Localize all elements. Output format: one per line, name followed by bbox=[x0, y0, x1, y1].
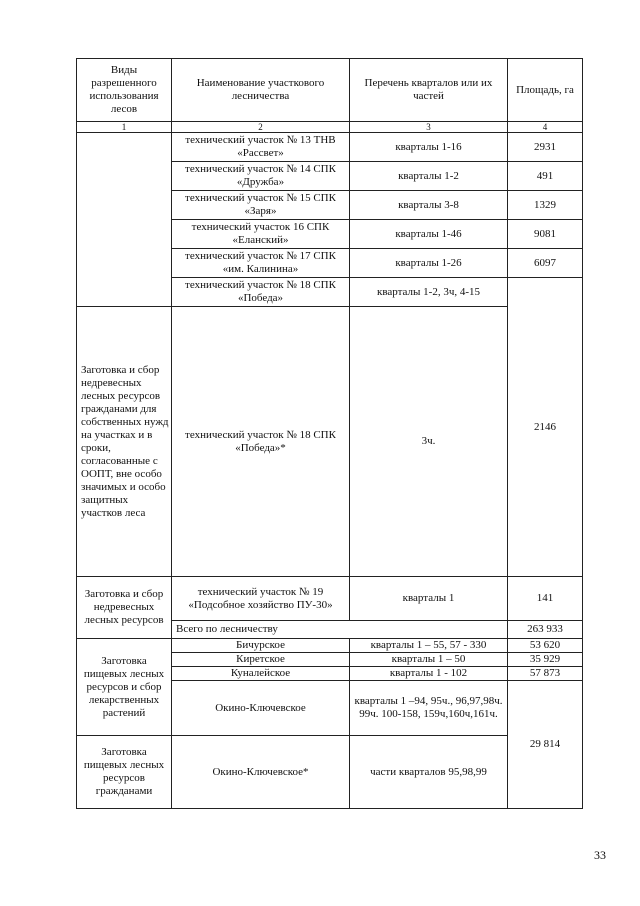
page-number: 33 bbox=[594, 848, 606, 862]
area-cell: 57 873 bbox=[508, 667, 583, 681]
quarters-cell: кварталы 1-46 bbox=[350, 220, 508, 249]
forestry-name-cell: Окино-Ключевское* bbox=[172, 736, 350, 809]
quarters-cell: кварталы 1 – 50 bbox=[350, 653, 508, 667]
quarters-cell: кварталы 1 – 55, 57 - 330 bbox=[350, 639, 508, 653]
total-area: 263 933 bbox=[508, 621, 583, 639]
total-label: Всего по лесничеству bbox=[172, 621, 508, 639]
use-type-cell: Заготовка и сбор недревесных лесных ресурсов bbox=[77, 577, 172, 639]
quarters-cell: кварталы 1 - 102 bbox=[350, 667, 508, 681]
forestry-name-cell: технический участок № 13 ТНВ «Рассвет» bbox=[172, 133, 350, 162]
area-cell: 141 bbox=[508, 577, 583, 621]
quarters-cell: 3ч. bbox=[350, 307, 508, 577]
empty-type-cell bbox=[77, 133, 172, 307]
quarters-cell: кварталы 3-8 bbox=[350, 191, 508, 220]
header-use-type: Виды разрешенного использования лесов bbox=[77, 59, 172, 122]
quarters-cell: кварталы 1 bbox=[350, 577, 508, 621]
quarters-cell: кварталы 1-16 bbox=[350, 133, 508, 162]
forestry-name-cell: Окино-Ключевское bbox=[172, 681, 350, 736]
forestry-name-cell: Куналейское bbox=[172, 667, 350, 681]
use-type-cell: Заготовка и сбор недревесных лесных ресурсов гражданами для собственных нужд на участках и в сроки, согласованные с ООПТ, вне особо значимых и особо защитных участков леса bbox=[77, 307, 172, 577]
quarters-cell: кварталы 1-2 bbox=[350, 162, 508, 191]
merged-area-cell: 29 814 bbox=[508, 681, 583, 809]
column-number-row bbox=[77, 122, 583, 133]
area-cell: 35 929 bbox=[508, 653, 583, 667]
table-row bbox=[77, 133, 583, 162]
header-forestry-name: Наименование участкового лесничества bbox=[172, 59, 350, 122]
column-number: 2 bbox=[172, 122, 350, 133]
table-row bbox=[77, 307, 583, 577]
area-cell: 6097 bbox=[508, 249, 583, 278]
forestry-name-cell: технический участок № 14 СПК «Дружба» bbox=[172, 162, 350, 191]
forest-use-table bbox=[76, 58, 583, 809]
area-cell: 9081 bbox=[508, 220, 583, 249]
table-row bbox=[77, 577, 583, 621]
table-header-row bbox=[77, 59, 583, 122]
quarters-cell: кварталы 1 –94, 95ч., 96,97,98ч. 99ч. 100-158, 159ч,160ч,161ч. bbox=[350, 681, 508, 736]
table-row bbox=[77, 639, 583, 653]
merged-area-cell: 2146 bbox=[508, 278, 583, 577]
quarters-cell: части кварталов 95,98,99 bbox=[350, 736, 508, 809]
use-type-cell: Заготовка пищевых лесных ресурсов гражданами bbox=[77, 736, 172, 809]
area-cell: 1329 bbox=[508, 191, 583, 220]
forestry-name-cell: технический участок № 18 СПК «Победа»* bbox=[172, 307, 350, 577]
column-number: 3 bbox=[350, 122, 508, 133]
area-cell: 53 620 bbox=[508, 639, 583, 653]
header-area: Площадь, га bbox=[508, 59, 583, 122]
forestry-name-cell: технический участок № 17 СПК «им. Калинина» bbox=[172, 249, 350, 278]
area-cell: 2931 bbox=[508, 133, 583, 162]
quarters-cell: кварталы 1-26 bbox=[350, 249, 508, 278]
forestry-name-cell: Бичурское bbox=[172, 639, 350, 653]
column-number: 1 bbox=[77, 122, 172, 133]
header-quarters: Перечень кварталов или их частей bbox=[350, 59, 508, 122]
forestry-name-cell: технический участок 16 СПК «Еланский» bbox=[172, 220, 350, 249]
forestry-name-cell: технический участок № 15 СПК «Заря» bbox=[172, 191, 350, 220]
forestry-name-cell: Киретское bbox=[172, 653, 350, 667]
column-number: 4 bbox=[508, 122, 583, 133]
forestry-name-cell: технический участок № 19 «Подсобное хозяйство ПУ-30» bbox=[172, 577, 350, 621]
area-cell: 491 bbox=[508, 162, 583, 191]
forestry-name-cell: технический участок № 18 СПК «Победа» bbox=[172, 278, 350, 307]
table-row bbox=[77, 736, 583, 809]
quarters-cell: кварталы 1-2, 3ч, 4-15 bbox=[350, 278, 508, 307]
use-type-cell: Заготовка пищевых лесных ресурсов и сбор лекарственных растений bbox=[77, 639, 172, 736]
